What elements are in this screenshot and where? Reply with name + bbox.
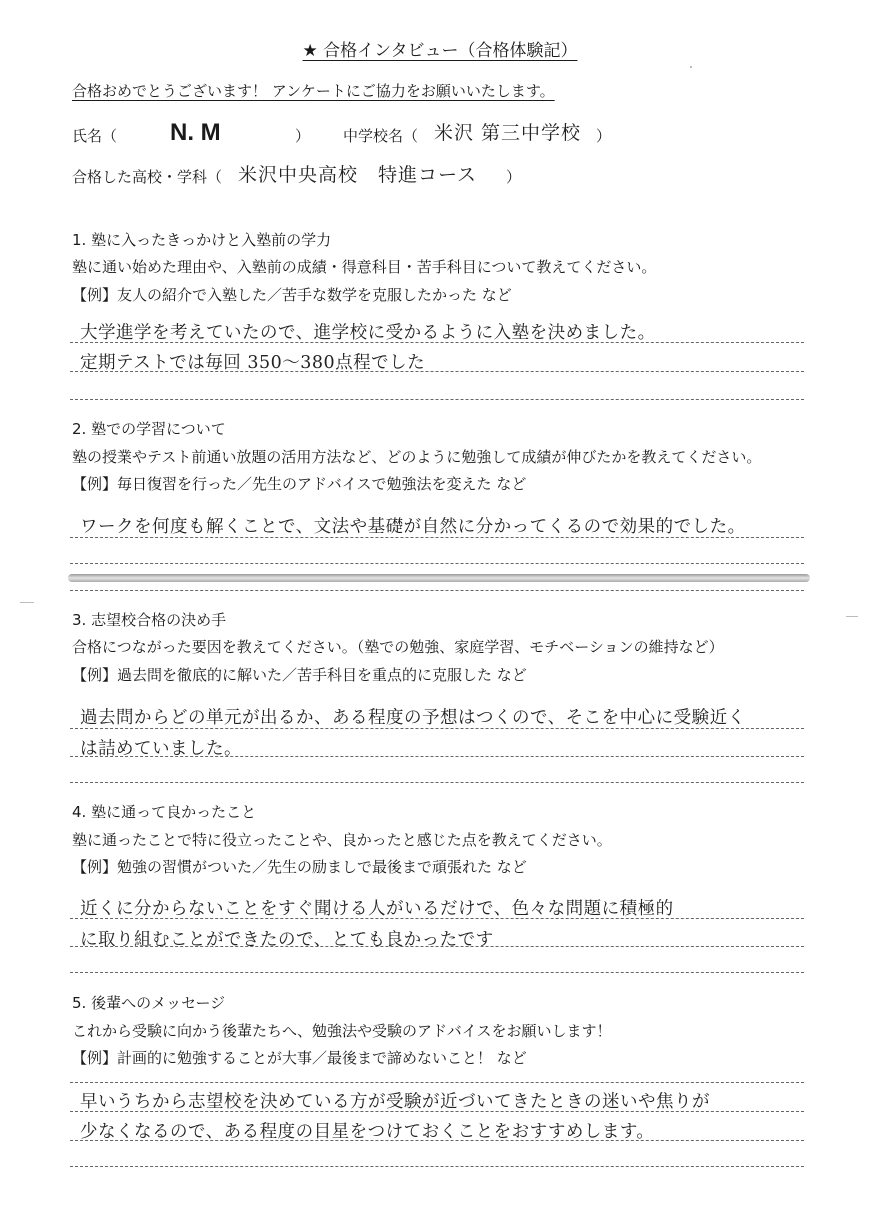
section-5-desc: これから受験に向かう後輩たちへ、勉強法や受験のアドバイスをお願いします！ <box>72 1022 612 1040</box>
section-3-example: 【例】過去問を徹底的に解いた／苦手科目を重点的に克服した など <box>72 666 527 684</box>
scan-speck <box>20 602 34 603</box>
answer-rule <box>70 918 804 919</box>
intro-text: 合格おめでとうございます！ アンケートにご協力をお願いいたします。 <box>72 82 555 100</box>
scan-speck <box>846 616 858 617</box>
section-3-title: 3. 志望校合格の決め手 <box>72 611 227 629</box>
answer-rule <box>70 756 804 757</box>
answer-rule <box>70 728 804 729</box>
answer-rule <box>70 946 804 947</box>
section-5-example: 【例】計画的に勉強することが大事／最後まで諦めないこと！ など <box>72 1049 527 1067</box>
section-1-example: 【例】友人の紹介で入塾した／苦手な数学を克服したかった など <box>72 286 512 304</box>
section-4-desc: 塾に通ったことで特に役立ったことや、良かったと感じた点を教えてください。 <box>72 831 612 849</box>
high-school-value: 米沢中央高校 特進コース <box>238 164 478 186</box>
name-value: N. M <box>170 119 221 146</box>
section-5-title: 5. 後輩へのメッセージ <box>72 994 226 1012</box>
answer-rule <box>70 1111 804 1112</box>
section-4-example: 【例】勉強の習慣がついた／先生の励ましで最後まで頑張れた など <box>72 858 527 876</box>
answer-rule <box>70 1166 804 1167</box>
section-5-answer-line: 早いうちから志望校を決めている方が受験が近づいてきたときの迷いや焦りが <box>80 1092 710 1112</box>
section-2-title: 2. 塾での学習について <box>72 420 226 438</box>
section-1-answer-line: 定期テストでは毎回 350〜380点程でした <box>80 353 426 373</box>
school-close: ） <box>596 127 612 145</box>
section-1-title: 1. 塾に入ったきっかけと入塾前の学力 <box>72 231 332 249</box>
section-1-answer-line: 大学進学を考えていたので、進学校に受かるように入塾を決めました。 <box>80 323 656 343</box>
answer-rule <box>70 782 804 783</box>
scan-speck <box>690 66 692 68</box>
answer-rule <box>70 1082 804 1083</box>
answer-rule <box>70 1140 804 1141</box>
section-4-answer-line: 近くに分からないことをすぐ聞ける人がいるだけで、色々な問題に積極的 <box>80 899 674 919</box>
section-2-answer-line: ワークを何度も解くことで、文法や基礎が自然に分かってくるので効果的でした。 <box>80 517 746 537</box>
answer-rule <box>70 590 804 591</box>
section-3-desc: 合格につながった要因を教えてください。（塾での勉強、家庭学習、モチベーションの維持など） <box>72 638 724 656</box>
section-4-title: 4. 塾に通って良かったこと <box>72 803 257 821</box>
answer-rule <box>70 537 804 538</box>
section-3-answer-line: 過去問からどの単元が出るか、ある程度の予想はつくので、そこを中心に受験近く <box>80 708 746 728</box>
high-school-close: ） <box>506 168 522 186</box>
answer-rule <box>70 563 804 564</box>
name-label: 氏名（ <box>72 127 118 145</box>
section-5-answer-line: 少なくなるので、ある程度の目星をつけておくことをおすすめします。 <box>80 1122 655 1142</box>
name-close: ） <box>295 127 311 145</box>
section-3-answer-line: は詰めていました。 <box>80 739 242 759</box>
answer-rule <box>70 972 804 973</box>
section-1-desc: 塾に通い始めた理由や、入塾前の成績・得意科目・苦手科目について教えてください。 <box>72 258 657 276</box>
section-2-desc: 塾の授業やテスト前通い放題の活用方法など、どのように勉強して成績が伸びたかを教えてください。 <box>72 448 762 466</box>
answer-rule <box>70 342 804 343</box>
page-title: ★ 合格インタビュー（合格体験記） <box>302 41 578 61</box>
school-label: 中学校名（ <box>343 127 419 145</box>
school-value: 米沢 第三中学校 <box>434 122 582 144</box>
section-4-answer-line: に取り組むことができたので、とても良かったです <box>80 930 494 950</box>
scan-artifact-bar <box>68 574 810 582</box>
high-school-label: 合格した高校・学科（ <box>72 168 223 186</box>
answer-rule <box>70 399 804 400</box>
section-2-example: 【例】毎日復習を行った／先生のアドバイスで勉強法を変えた など <box>72 475 527 493</box>
answer-rule <box>70 371 804 372</box>
